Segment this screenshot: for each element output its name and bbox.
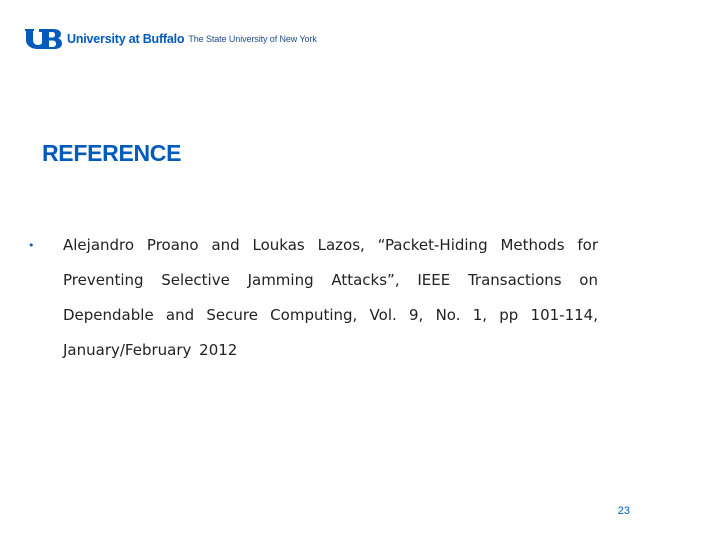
reference-item bbox=[28, 228, 598, 368]
university-name: University at Buffalo bbox=[67, 32, 185, 46]
university-tagline: The State University of New York bbox=[188, 34, 317, 44]
slide-title: REFERENCE bbox=[42, 140, 182, 166]
reference-text: Alejandro Proano and Loukas Lazos, “Packet-Hiding Methods for Preventing Selective Jamming Attacks”, IEEE Transactions on Dependable and Secure Computing, Vol. 9, No. 1, pp 101-114, January/February 2012 bbox=[63, 236, 598, 359]
university-logo bbox=[25, 27, 317, 51]
ub-logo-icon bbox=[25, 28, 63, 50]
reference-list bbox=[28, 228, 598, 368]
bullet-icon: • bbox=[28, 239, 35, 252]
page-number: 23 bbox=[617, 505, 630, 517]
